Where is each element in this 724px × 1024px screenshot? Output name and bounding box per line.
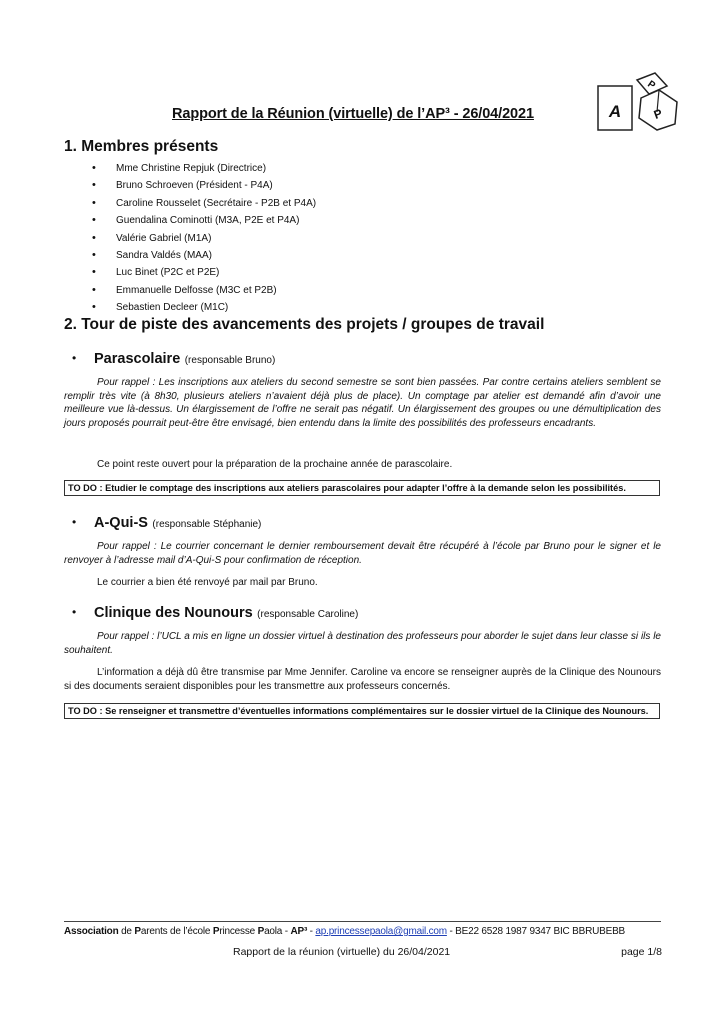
- footer-text: AP³: [290, 926, 308, 937]
- footer-text: arents de l’école: [140, 926, 213, 937]
- list-item: • Bruno Schroeven (Président - P4A): [92, 180, 316, 197]
- todo-box-clinique: TO DO : Se renseigner et transmettre d’éventuelles informations complémentaires sur le dossier virtuel de la Clinique des Nounours.: [64, 703, 660, 719]
- section-2-heading: 2. Tour de piste des avancements des projets / groupes de travail: [64, 316, 545, 333]
- footer-text: P: [134, 926, 141, 937]
- members-list: [92, 163, 316, 320]
- footer-text: P: [212, 926, 220, 937]
- footer-subtitle: Rapport de la réunion (virtuelle) du 26/04/2021: [233, 946, 451, 958]
- subsection-title: Parascolaire: [94, 351, 181, 367]
- footer-text: Association: [64, 926, 119, 937]
- bullet-icon: •: [72, 515, 77, 529]
- clinique-note: L’information a déjà dû être transmise par Mme Jennifer. Caroline va encore se renseigner auprès de la Clinique des Nounours si des documents seraient disponibles pour les transmettre aux professeurs concernés.: [64, 667, 661, 692]
- list-item: • Mme Christine Repjuk (Directrice): [92, 163, 316, 180]
- footer-bank: - BE22 6528 1987 9347 BIC BBRUBEBB: [446, 926, 626, 937]
- subsection-responsable: (responsable Caroline): [257, 609, 359, 620]
- parascolaire-note: Ce point reste ouvert pour la préparation de la prochaine année de parascolaire.: [97, 459, 453, 470]
- logo-letter-a: A: [608, 102, 622, 121]
- subsection-aquis: [72, 514, 261, 532]
- footer-text: de: [118, 926, 135, 937]
- bullet-icon: •: [72, 605, 77, 619]
- clinique-rappel: Pour rappel : l’UCL a mis en ligne un dossier virtuel à destination des professeurs pour aborder le sujet dans leur classe si ils le souhaitent.: [64, 631, 661, 656]
- list-item: • Caroline Rousselet (Secrétaire - P2B et P4A): [92, 198, 316, 215]
- footer-text: aola -: [264, 926, 291, 937]
- subsection-responsable: (responsable Bruno): [184, 355, 276, 366]
- list-item: • Emmanuelle Delfosse (M3C et P2B): [92, 285, 316, 302]
- list-item: • Luc Binet (P2C et P2E): [92, 267, 316, 284]
- footer-association: [64, 926, 625, 937]
- section-1-heading: 1. Membres présents: [64, 138, 219, 155]
- logo-letter-p-bottom: P: [651, 106, 665, 122]
- parascolaire-rappel: Pour rappel : Les inscriptions aux ateliers du second semestre se sont bien passées. Par contre certains ateliers semblent se remplir très vite (à 8h30, plusieurs ateliers n’avaient déjà plus de place). Un comptage par atelier est demandé afin d’avoir une meilleure vue là-dessus. Un élargissement de l’offre ne serait pas négatif. Un élargissement des groupes ou une démultiplication des jours proposés pourrait peut-être être envisagé, bien entendu dans la limite des possibilités des professeurs encadrants.: [64, 377, 661, 429]
- subsection-title: A-Qui-S: [94, 515, 148, 531]
- aquis-rappel: Pour rappel : Le courrier concernant le dernier remboursement devait être récupéré à l’école par Bruno pour le signer et le renvoyer à l’adresse mail d’A-Qui-S pour confirmation de réception.: [64, 541, 661, 566]
- subsection-clinique: [72, 604, 358, 622]
- aquis-note: Le courrier a bien été renvoyé par mail par Bruno.: [97, 577, 318, 588]
- subsection-title: Clinique des Nounours: [94, 605, 253, 621]
- list-item: • Sebastien Decleer (M1C): [92, 302, 316, 319]
- bullet-icon: •: [72, 351, 77, 365]
- footer-divider: [64, 921, 661, 922]
- page-title: Rapport de la Réunion (virtuelle) de l’AP³ - 26/04/2021: [172, 106, 534, 122]
- subsection-responsable: (responsable Stéphanie): [152, 519, 262, 530]
- footer-email-link[interactable]: ap.princessepaola@gmail.com: [315, 926, 447, 937]
- list-item: • Guendalina Cominotti (M3A, P2E et P4A): [92, 215, 316, 232]
- todo-box-parascolaire: TO DO : Etudier le comptage des inscriptions aux ateliers parascolaires pour adapter l’offre à la demande selon les possibilités.: [64, 480, 660, 496]
- ap3-logo: [597, 72, 682, 132]
- logo-letter-p-top: P: [645, 78, 658, 92]
- list-item: • Sandra Valdés (MAA): [92, 250, 316, 267]
- footer-page-number: page 1/8: [621, 946, 662, 958]
- list-item: • Valérie Gabriel (M1A): [92, 233, 316, 250]
- footer-text: P: [257, 926, 265, 937]
- subsection-parascolaire: [72, 350, 275, 368]
- footer-text: -: [307, 926, 316, 937]
- footer-text: rincesse: [219, 926, 258, 937]
